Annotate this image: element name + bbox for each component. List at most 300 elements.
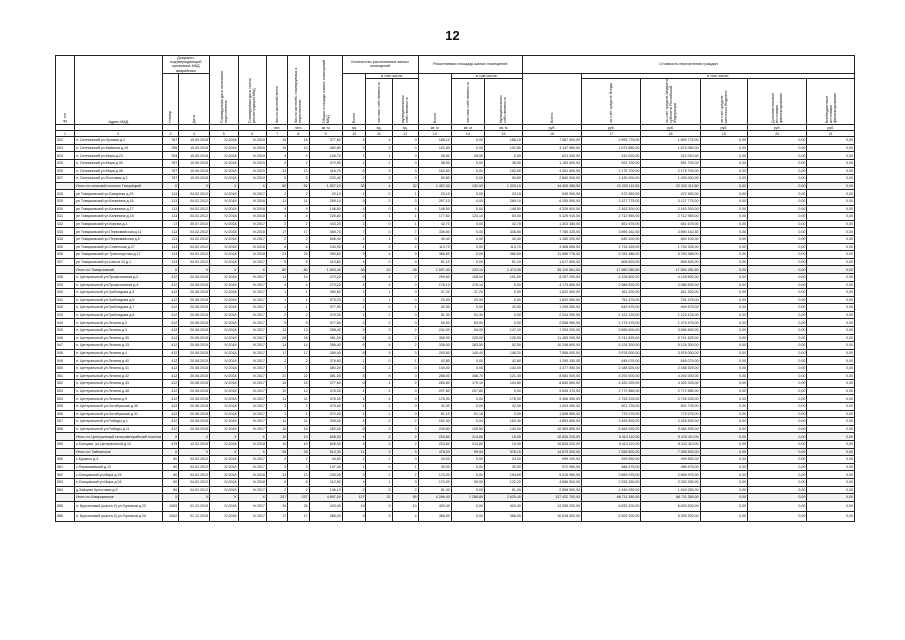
cell-addr: п. Центральный ул.Ленина д.4 — [74, 349, 162, 357]
cell-p: 0 — [366, 205, 392, 213]
cell-subj: 1 449 250,00 — [641, 486, 700, 494]
cell-addr: рп Товарковский ул.Кирова д.3 — [74, 220, 162, 228]
cell-at: 24,00 — [418, 456, 451, 464]
cell-ex1: 0,00 — [748, 418, 807, 426]
cell-t: 1 — [342, 296, 366, 304]
cell-rr: 7 — [288, 365, 309, 373]
cell-m: 2 — [392, 433, 418, 441]
cell-ex2: 0,00 — [807, 463, 855, 471]
cell-fund: 486 475,00 — [582, 463, 641, 471]
cell-ap: 0,00 — [451, 365, 484, 373]
cell-date: X — [179, 494, 210, 502]
cell-ap: 0,00 — [451, 403, 484, 411]
cell-loc: 0,00 — [700, 213, 747, 221]
cell-am: 162,60 — [484, 167, 522, 175]
cell-p1: IV.2018 — [210, 463, 238, 471]
cell-cost: 4 666 500,00 — [522, 478, 581, 486]
cell-cost: 8 640 650,00 — [522, 380, 581, 388]
cell-t: 1 — [342, 289, 366, 297]
cell-p: 1 — [366, 410, 392, 418]
cell-ex2: 0,00 — [807, 243, 855, 251]
cell-subj: 2 086 825,00 — [641, 281, 700, 289]
cell-date: 10.09.2015 — [179, 152, 210, 160]
cell-ex2: 0,00 — [807, 440, 855, 448]
cell-fund: 2 772 585,00 — [582, 387, 641, 395]
cell-loc: 0,00 — [700, 471, 747, 479]
cell-r: 80 — [266, 182, 287, 190]
cell-p1: IV.2018 — [210, 258, 238, 266]
cell-ex2: 0,00 — [807, 448, 855, 456]
cell-num: 412 — [162, 387, 179, 395]
cell-subj: 5 309 200,00 — [641, 511, 700, 521]
cell-p2: IV.2017 — [238, 190, 266, 198]
cell-area: 376,60 — [309, 357, 342, 365]
cell-no: 532 — [56, 220, 75, 228]
table-row — [56, 220, 855, 228]
cell-t: 9 — [342, 251, 366, 259]
cell-at: 4 266,40 — [418, 494, 451, 502]
cell-ap: 0,00 — [451, 471, 484, 479]
cell-num: 412 — [162, 296, 179, 304]
cell-loc: 0,00 — [700, 137, 747, 145]
cell-p: 1 — [366, 235, 392, 243]
cell-am: 32,90 — [484, 403, 522, 411]
cell-p1: IV.2018 — [210, 418, 238, 426]
cell-m: 2 — [392, 440, 418, 448]
cell-m: 1 — [392, 220, 418, 228]
cell-m: 0 — [392, 410, 418, 418]
table-row — [56, 486, 855, 494]
cell-p2: IV.2017 — [238, 289, 266, 297]
cell-p1: IV.2018 — [210, 380, 238, 388]
cell-ap: 28,50 — [451, 152, 484, 160]
cell-num: 785 — [162, 144, 179, 152]
cell-ap: 0,00 — [451, 258, 484, 266]
cell-no: 533 — [56, 228, 75, 236]
cell-subj: 2 188 525,00 — [641, 365, 700, 373]
cell-r: 12 — [266, 387, 287, 395]
cell-am: 178,90 — [484, 395, 522, 403]
cell-ap: 0,00 — [451, 137, 484, 145]
cell-p2: IV.2017 — [238, 463, 266, 471]
cell-ex2: 0,00 — [807, 471, 855, 479]
column-number-cell: 20 — [748, 131, 807, 137]
cell-cost: 7 567 500,00 — [522, 137, 581, 145]
cell-cost: 1 003 450,00 — [522, 403, 581, 411]
cell-p2: IV.2017 — [238, 334, 266, 342]
cell-m: 3 — [392, 425, 418, 433]
cell-num: 80 — [162, 486, 179, 494]
cell-r: 2 — [266, 220, 287, 228]
cell-am: 191,60 — [484, 273, 522, 281]
cell-p1: IV.2018 — [210, 144, 238, 152]
cell-subj: 2 175 700,00 — [641, 167, 700, 175]
cell-p2: IV.2017 — [238, 304, 266, 312]
cell-area: 23,10 — [309, 190, 342, 198]
cell-at: 28,50 — [418, 152, 451, 160]
cell-ex1: 0,00 — [748, 304, 807, 312]
table-row — [56, 160, 855, 168]
cell-p2: IV.2018 — [238, 478, 266, 486]
cell-t: 4 — [342, 387, 366, 395]
cell-ex1: 0,00 — [748, 372, 807, 380]
cell-subj: 6 633 200,00 — [641, 501, 700, 511]
cell-addr: п. Центральный ул.Ленина д.41 — [74, 365, 162, 373]
cell-cost: 35 120 561,00 — [522, 266, 581, 274]
cell-p1: IV.2018 — [210, 251, 238, 259]
cell-num: X — [162, 266, 179, 274]
cell-fund: 2 993 775,00 — [582, 137, 641, 145]
cell-fund: 2 175 700,00 — [582, 167, 641, 175]
cell-subj: 17 560 280,50 — [641, 266, 700, 274]
cell-cost: 1 558 550,00 — [522, 410, 581, 418]
cell-m: 2 — [392, 380, 418, 388]
cell-cost: 1 290 150,00 — [522, 357, 581, 365]
cell-t: 1 — [342, 152, 366, 160]
cell-ap: 214,60 — [451, 433, 484, 441]
cell-p2: IV.2017 — [238, 349, 266, 357]
cell-at: 178,10 — [418, 281, 451, 289]
cell-ex2: 0,00 — [807, 213, 855, 221]
cell-loc: 0,00 — [700, 251, 747, 259]
cell-fund: 5 413 110,00 — [582, 433, 641, 441]
cell-addr: с.Первомайский д.12 — [74, 463, 162, 471]
cell-addr: п. Центральный ул.Ленина д.40 — [74, 357, 162, 365]
cell-rr: 14 — [288, 273, 309, 281]
cell-rr: 9 — [288, 205, 309, 213]
cell-r: 5 — [266, 258, 287, 266]
cell-rr: 2 — [288, 456, 309, 464]
cell-addr: п. Центральный ул.Профсоюзная д.2 — [74, 273, 162, 281]
cell-subj: 3 696 600,00 — [641, 327, 700, 335]
cell-cost: 8 584 000,00 — [522, 372, 581, 380]
cell-loc: 0,00 — [700, 175, 747, 183]
column-number-cell: 21 — [807, 131, 855, 137]
cell-ex2: 0,00 — [807, 160, 855, 168]
hdr-cost-local: за счет средств местного бюджета — [700, 79, 747, 125]
cell-num: 479 — [162, 440, 179, 448]
cell-ex2: 0,00 — [807, 296, 855, 304]
cell-no: 537 — [56, 258, 75, 266]
cell-area: 380,20 — [309, 365, 342, 373]
cell-no: 543 — [56, 311, 75, 319]
cell-r: 2 — [266, 235, 287, 243]
cell-r: 2 — [266, 456, 287, 464]
cell-ex1: 0,00 — [748, 425, 807, 433]
cell-cost: 1 617 650,00 — [522, 258, 581, 266]
cell-ex1: 0,00 — [748, 228, 807, 236]
cell-ex1: 0,00 — [748, 137, 807, 145]
cell-area: 230,00 — [309, 471, 342, 479]
cell-m: 95 — [392, 494, 418, 502]
cell-rr: 11 — [288, 418, 309, 426]
cell-ex1: 0,00 — [748, 463, 807, 471]
cell-m: 0 — [392, 137, 418, 145]
cell-p: 2 — [366, 197, 392, 205]
cell-at: 1 457,00 — [418, 182, 451, 190]
cell-rr: 13 — [288, 471, 309, 479]
cell-ap: 99,90 — [451, 478, 484, 486]
cell-no: 530 — [56, 205, 75, 213]
cell-p1: IV.2018 — [210, 410, 238, 418]
cell-addr: п. Центральный ул.Ленина д.33 — [74, 342, 162, 350]
cell-am: 19,00 — [484, 433, 522, 441]
cell-m: 0 — [392, 403, 418, 411]
cell-fund: 1 430 000,00 — [582, 175, 641, 183]
table-row — [56, 273, 855, 281]
cell-num: 113 — [162, 205, 179, 213]
cell-subj: 591 700,00 — [641, 160, 700, 168]
cell-date: 04.02.2012 — [179, 463, 210, 471]
unit-cell: руб. — [582, 125, 641, 131]
cell-p1: IV.2018 — [210, 160, 238, 168]
cell-p2: IV.2017 — [238, 319, 266, 327]
cell-cost: 4 173 650,00 — [522, 281, 581, 289]
cell-addr: рп Товарковский ул.Советская д.27 — [74, 243, 162, 251]
cell-date: 04.02.2012 — [179, 243, 210, 251]
cell-ex1: 0,00 — [748, 152, 807, 160]
cell-p1: IV.2018 — [210, 334, 238, 342]
cell-r: 17 — [266, 511, 287, 521]
cell-t: 4 — [342, 478, 366, 486]
cell-r: 11 — [266, 197, 287, 205]
cell-fund: 4 128 600,00 — [582, 273, 641, 281]
cell-p: 4 — [366, 273, 392, 281]
cell-loc: 0,00 — [700, 387, 747, 395]
cell-ap: 1 288,80 — [451, 494, 484, 502]
cell-ex2: 0,00 — [807, 334, 855, 342]
cell-at: 113,70 — [418, 243, 451, 251]
cell-p1: IV.2018 — [210, 289, 238, 297]
cell-am: 81,00 — [484, 486, 522, 494]
cell-num: 113 — [162, 228, 179, 236]
cell-rr: 2 — [288, 235, 309, 243]
cell-r: 13 — [266, 167, 287, 175]
cell-subj: 499 550,00 — [641, 456, 700, 464]
cell-ap: 0,00 — [451, 486, 484, 494]
cell-m: 0 — [392, 144, 418, 152]
cell-rr: 52 — [288, 182, 309, 190]
cell-am: 1 323,10 — [484, 182, 522, 190]
cell-ap: 132,90 — [451, 182, 484, 190]
cell-p: 2 — [366, 418, 392, 426]
table-row — [56, 167, 855, 175]
cell-loc: 0,00 — [700, 403, 747, 411]
cell-ap: 0,00 — [451, 501, 484, 511]
cell-t: 1 — [342, 403, 366, 411]
cell-date: 01.12.2015 — [179, 501, 210, 511]
cell-t: 6 — [342, 167, 366, 175]
unit-cell: кв. м — [309, 125, 342, 131]
cell-date: 04.02.2012 — [179, 205, 210, 213]
cell-fund: 2 659 975,00 — [582, 471, 641, 479]
cell-at: 51,10 — [418, 410, 451, 418]
cell-p2: X — [238, 182, 266, 190]
cell-fund: 499 550,00 — [582, 456, 641, 464]
cell-no: 552 — [56, 380, 75, 388]
cell-cost: 5 456 450,00 — [522, 395, 581, 403]
cell-loc: 0,00 — [700, 456, 747, 464]
cell-date: 20.08.2015 — [179, 418, 210, 426]
cell-loc: 0,00 — [700, 486, 747, 494]
cell-am: 162,40 — [484, 418, 522, 426]
cell-p: 2 — [366, 365, 392, 373]
cell-p: 4 — [366, 251, 392, 259]
subtotal-row — [56, 266, 855, 274]
cell-subj: 486 475,00 — [641, 463, 700, 471]
cell-at: 207,80 — [418, 387, 451, 395]
cell-area: 413,80 — [309, 258, 342, 266]
cell-at: 30,00 — [418, 463, 451, 471]
cell-rr: 2 — [288, 486, 309, 494]
cell-loc: 0,00 — [700, 273, 747, 281]
table-row — [56, 235, 855, 243]
cell-num: 412 — [162, 311, 179, 319]
cell-p: 2 — [366, 144, 392, 152]
cell-t: 6 — [342, 342, 366, 350]
cell-num: X — [162, 448, 179, 456]
table-row — [56, 380, 855, 388]
cell-subj: 649 675,00 — [641, 304, 700, 312]
cell-no: 523 — [56, 144, 75, 152]
cell-loc: 0,00 — [700, 357, 747, 365]
unit-cell: руб. — [700, 125, 747, 131]
cell-p2: IV.2017 — [238, 273, 266, 281]
cell-num: 412 — [162, 304, 179, 312]
table-row — [56, 342, 855, 350]
cell-ex1: 0,00 — [748, 456, 807, 464]
cell-p2: IV.2017 — [238, 258, 266, 266]
table-row — [56, 228, 855, 236]
cell-ex1: 0,00 — [748, 281, 807, 289]
table-row — [56, 456, 855, 464]
cell-subj: 501 725,00 — [641, 403, 700, 411]
cell-p: 4 — [366, 342, 392, 350]
cell-date: 20.08.2015 — [179, 425, 210, 433]
cell-loc: 0,00 — [700, 380, 747, 388]
cell-area: 451,00 — [309, 334, 342, 342]
table-row — [56, 213, 855, 221]
cell-ex1: 0,00 — [748, 144, 807, 152]
cell-date: 20.08.2015 — [179, 273, 210, 281]
cell-fund: 5 484 925,00 — [582, 425, 641, 433]
cell-ex2: 0,00 — [807, 281, 855, 289]
cell-cost: 2 244 250,00 — [522, 311, 581, 319]
cell-addr: п. Центральный ул.Ленина д.43 — [74, 380, 162, 388]
cell-date: X — [179, 448, 210, 456]
cell-addr: д.Зайцево Крестовая д.9 — [74, 486, 162, 494]
cell-addr: п. Центральный ул.Ленина д.35 — [74, 334, 162, 342]
cell-p1: IV.2018 — [210, 349, 238, 357]
cell-subj: 811 200,00 — [641, 289, 700, 297]
cell-date: 04.02.2012 — [179, 251, 210, 259]
cell-rr: 6 — [288, 243, 309, 251]
cell-rr: 2 — [288, 220, 309, 228]
subtotal-row — [56, 182, 855, 190]
cell-fund: 751 475,00 — [582, 296, 641, 304]
cell-num: 412 — [162, 342, 179, 350]
cell-cost: 10 248 600,00 — [522, 342, 581, 350]
cell-p2: IV.2019 — [238, 160, 266, 168]
cell-at: 37,20 — [418, 289, 451, 297]
cell-t: 1 — [342, 456, 366, 464]
cell-r: 3 — [266, 463, 287, 471]
cell-p2: IV.2019 — [238, 175, 266, 183]
column-number-cell: 1 — [56, 131, 75, 137]
table-row — [56, 511, 855, 521]
cell-p2: IV.2017 — [238, 456, 266, 464]
cell-t: 2 — [342, 213, 366, 221]
hdr-cost-subject: за счет средств бюджета субъекта Российской Федерации — [641, 79, 700, 125]
cell-ex1: 0,00 — [748, 235, 807, 243]
cell-r: 4 — [266, 281, 287, 289]
cell-fund: 3 890 162,50 — [582, 228, 641, 236]
cell-ap: 0,00 — [451, 235, 484, 243]
cell-r: 16 — [266, 144, 287, 152]
cell-t: 1 — [342, 220, 366, 228]
cell-addr: п. Сеннинский ул.Почтовая д.2 — [74, 175, 162, 183]
cell-cost: 1 303 350,00 — [522, 220, 581, 228]
cell-r: 28 — [266, 448, 287, 456]
unit-cell: кв. м — [484, 125, 522, 131]
table-row — [56, 197, 855, 205]
cell-ap: 178,10 — [451, 281, 484, 289]
cell-addr: п. Центральный ул.Октябрьская д.31 — [74, 410, 162, 418]
cell-area: 148,50 — [309, 205, 342, 213]
cell-p2: IV.2018 — [238, 251, 266, 259]
cell-t: 38 — [342, 266, 366, 274]
cell-ex2: 0,00 — [807, 433, 855, 441]
cell-rr: 1 — [288, 410, 309, 418]
cell-date: 01.12.2015 — [179, 511, 210, 521]
cell-date: 10.09.2015 — [179, 137, 210, 145]
cell-ex2: 0,00 — [807, 273, 855, 281]
cell-p2: IV.2017 — [238, 425, 266, 433]
hdr-rooms-group: Количество расселяемых жилых помещений — [342, 56, 418, 74]
cell-p1: IV.2018 — [210, 471, 238, 479]
cell-ex2: 0,00 — [807, 137, 855, 145]
cell-no: 548 — [56, 349, 75, 357]
cell-loc: 0,00 — [700, 433, 747, 441]
cell-p1: IV.2018 — [210, 456, 238, 464]
cell-area: 375,40 — [309, 403, 342, 411]
cell-no: 564 — [56, 486, 75, 494]
cell-p: 0 — [366, 190, 392, 198]
cell-t: 11 — [342, 448, 366, 456]
cell-no: 561 — [56, 463, 75, 471]
cell-ex1: 0,00 — [748, 403, 807, 411]
cell-ap: 123,10 — [451, 266, 484, 274]
cell-cost: 44 400 455,00 — [522, 182, 581, 190]
cell-p1: IV.2018 — [210, 243, 238, 251]
cell-at: 366,60 — [418, 251, 451, 259]
cell-at: 38,90 — [418, 160, 451, 168]
cell-m: 4 — [392, 511, 418, 521]
cell-num: 80 — [162, 478, 179, 486]
cell-r: 10 — [266, 433, 287, 441]
cell-ap: 283,50 — [451, 342, 484, 350]
cell-fund: 472 950,00 — [582, 190, 641, 198]
cell-p1: IV.2018 — [210, 403, 238, 411]
cell-subj: 3 978 000,00 — [641, 349, 700, 357]
cell-am: 0,00 — [484, 410, 522, 418]
cell-p2: IV.2019 — [238, 137, 266, 145]
cell-ap: 105,80 — [451, 425, 484, 433]
cell-cost: 1 280 200,00 — [522, 235, 581, 243]
cell-r: 17 — [266, 349, 287, 357]
cell-num: 412 — [162, 273, 179, 281]
cell-no — [56, 494, 75, 502]
